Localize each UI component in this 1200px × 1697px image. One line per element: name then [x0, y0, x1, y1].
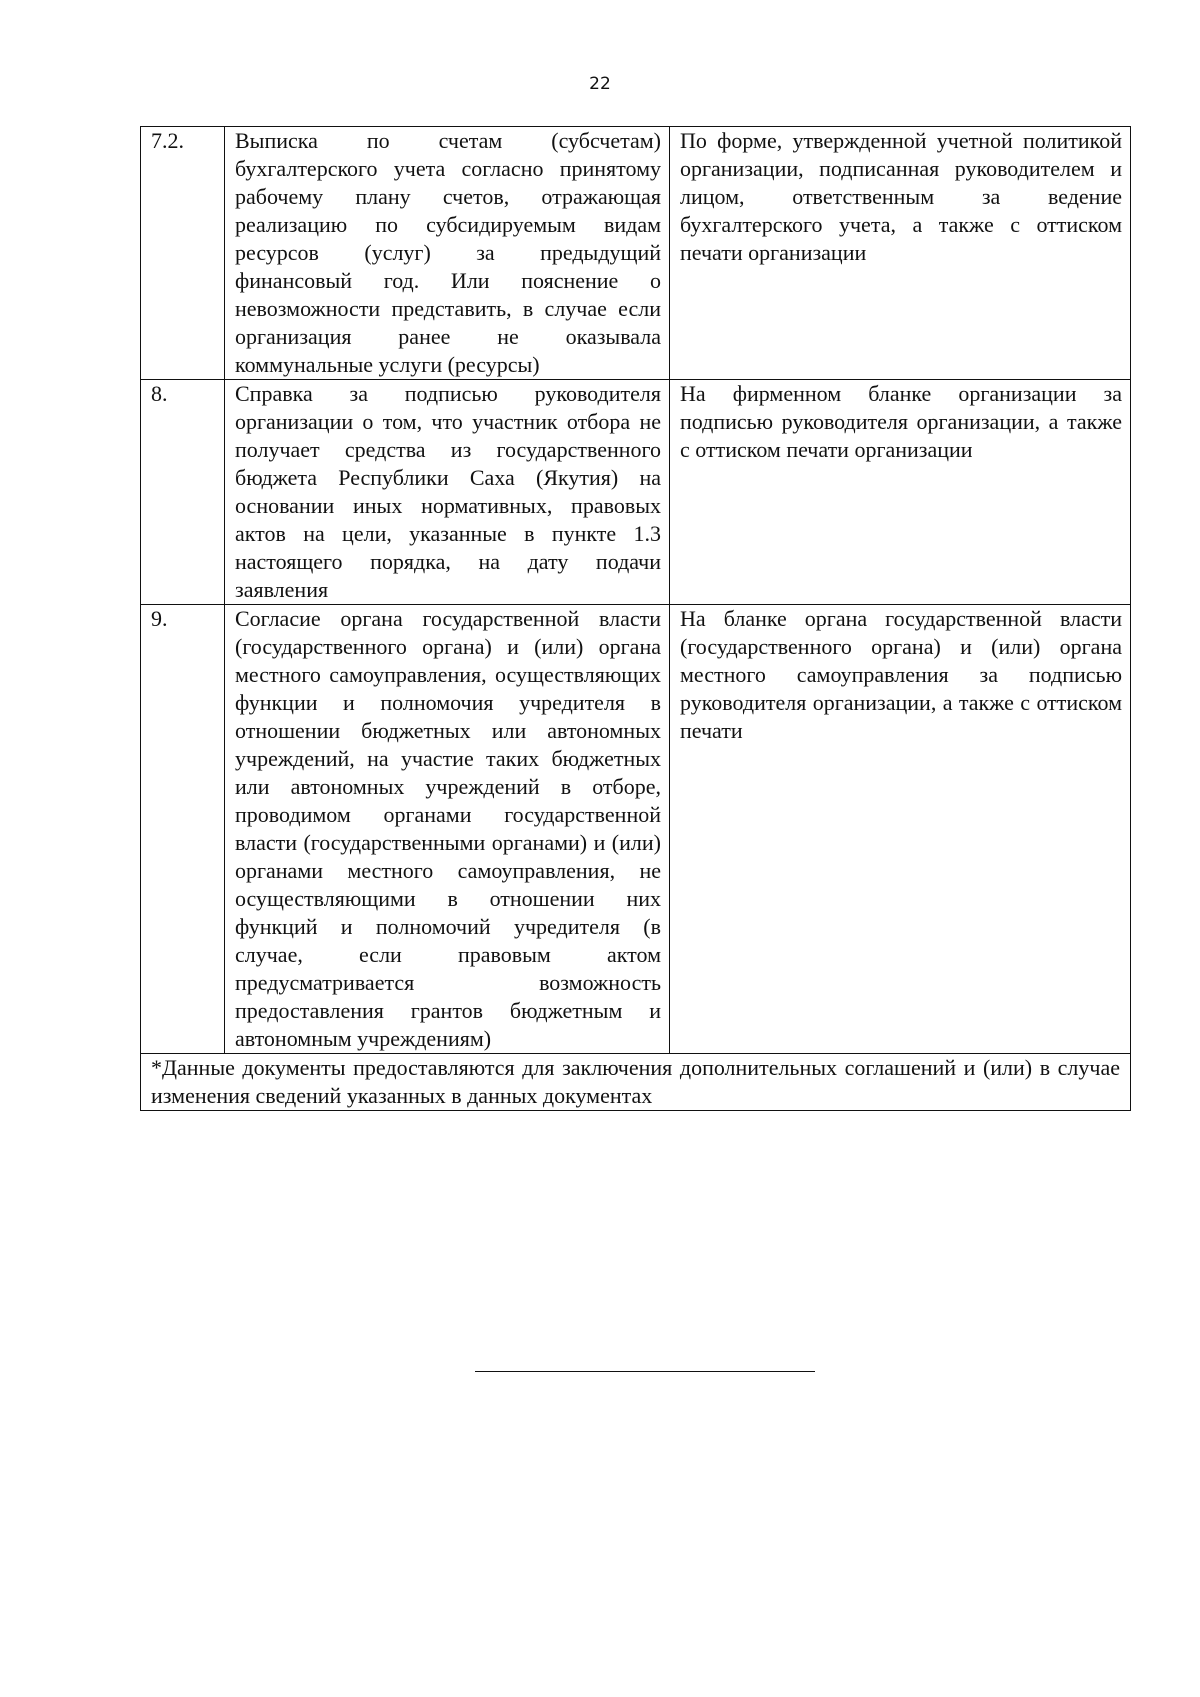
row-number: 8.: [141, 380, 225, 605]
row-number: 7.2.: [141, 127, 225, 380]
table-row: [141, 380, 1131, 605]
table-row: [141, 605, 1131, 1054]
table-row: [141, 127, 1131, 380]
document-form-requirements: На фирменном бланке организации за подписью руководителя организации, а также с оттиском печати организации: [670, 380, 1131, 605]
page-number: 22: [589, 74, 611, 94]
document-description: Согласие органа государственной власти (государственного органа) и (или) органа местного самоуправления, осуществляющих функции и полномочия учредителя в отношении бюджетных или автономных учреждений, на участие таких бюджетных или автономных учреждений в отборе, проводимом органами государственной власти (государственными органами) и (или) органами местного самоуправления, не осуществляющими в отношении них функций и полномочий учредителя (в случае, если правовым актом предусматривается возможность предоставления грантов бюджетным и автономным учреждениям): [225, 605, 670, 1054]
document-description: Выписка по счетам (субсчетам) бухгалтерского учета согласно принятому рабочему плану счетов, отражающая реализацию по субсидируемым видам ресурсов (услуг) за предыдущий финансовый год. Или пояснение о невозможности представить, в случае если организация ранее не оказывала коммунальные услуги (ресурсы): [225, 127, 670, 380]
table-footnote: *Данные документы предоставляются для заключения дополнительных соглашений и (или) в случае изменения сведений указанных в данных документах: [141, 1054, 1131, 1111]
documents-table: [140, 126, 1131, 1111]
document-form-requirements: На бланке органа государственной власти (государственного органа) и (или) органа местного самоуправления за подписью руководителя организации, а также с оттиском печати: [670, 605, 1131, 1054]
document-form-requirements: По форме, утвержденной учетной политикой организации, подписанная руководителем и лицом, ответственным за ведение бухгалтерского учета, а также с оттиском печати организации: [670, 127, 1131, 380]
closing-separator-line: [475, 1371, 815, 1372]
row-number: 9.: [141, 605, 225, 1054]
footnote-row: [141, 1054, 1131, 1111]
document-description: Справка за подписью руководителя организации о том, что участник отбора не получает средства из государственного бюджета Республики Саха (Якутия) на основании иных нормативных, правовых актов на цели, указанные в пункте 1.3 настоящего порядка, на дату подачи заявления: [225, 380, 670, 605]
